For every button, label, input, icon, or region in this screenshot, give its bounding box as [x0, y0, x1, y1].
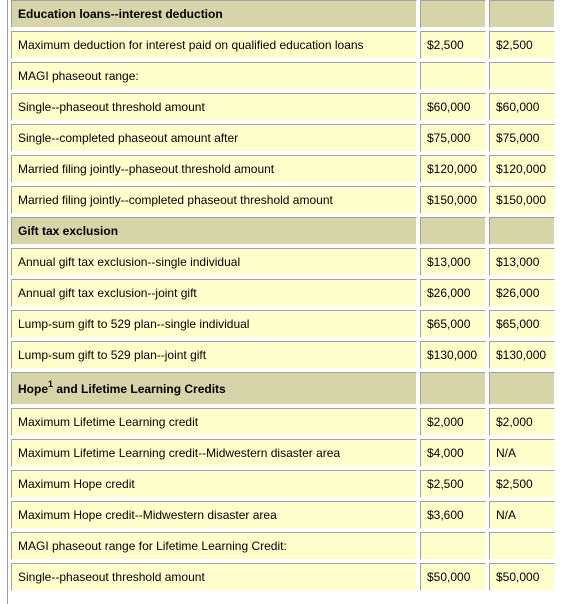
tax-figures-table [8, 0, 558, 594]
row-value-col1: $60,000 [420, 93, 486, 121]
row-value-col2: $150,000 [489, 186, 555, 214]
table-row [11, 279, 555, 307]
table-row [11, 563, 555, 591]
row-label: Single--phaseout threshold amount [11, 93, 417, 121]
header-cell-blank [420, 0, 486, 28]
row-value-col2: $2,500 [489, 31, 555, 59]
row-value-col2: $130,000 [489, 341, 555, 369]
row-value-col2: N/A [489, 439, 555, 467]
row-label: Single--completed phaseout amount after [11, 124, 417, 152]
row-value-col1: $3,600 [420, 501, 486, 529]
table-row [11, 532, 555, 560]
section-title-text: Hope [18, 381, 48, 396]
row-label: Annual gift tax exclusion--single individual [11, 248, 417, 276]
row-value-col1: $4,000 [420, 439, 486, 467]
table-row [11, 470, 555, 498]
section-title: Gift tax exclusion [11, 217, 417, 245]
header-cell-blank [420, 372, 486, 405]
section-title: Education loans--interest deduction [11, 0, 417, 28]
row-value-col1: $2,500 [420, 31, 486, 59]
row-label: Annual gift tax exclusion--joint gift [11, 279, 417, 307]
row-value-col2: $120,000 [489, 155, 555, 183]
table-row [11, 124, 555, 152]
row-value-col1: $26,000 [420, 279, 486, 307]
row-value-col1: $50,000 [420, 563, 486, 591]
row-label: MAGI phaseout range for Lifetime Learning Credit: [11, 532, 417, 560]
header-cell-blank [420, 217, 486, 245]
row-value-col2: $50,000 [489, 563, 555, 591]
row-label: Maximum deduction for interest paid on qualified education loans [11, 31, 417, 59]
row-label: MAGI phaseout range: [11, 62, 417, 90]
row-value-col2: $75,000 [489, 124, 555, 152]
row-value-col2: N/A [489, 501, 555, 529]
row-value-col1: $2,000 [420, 408, 486, 436]
header-cell-blank [489, 372, 555, 405]
table-row [11, 248, 555, 276]
table-row [11, 310, 555, 338]
header-cell-blank [489, 0, 555, 28]
row-value-col1: $75,000 [420, 124, 486, 152]
row-label: Maximum Hope credit [11, 470, 417, 498]
row-label: Single--phaseout threshold amount [11, 563, 417, 591]
row-value-col1 [420, 62, 486, 90]
table-row [11, 341, 555, 369]
section-header [11, 372, 555, 405]
table-row [11, 31, 555, 59]
row-value-col2 [489, 532, 555, 560]
table-row [11, 93, 555, 121]
row-value-col1: $150,000 [420, 186, 486, 214]
row-label: Married filing jointly--phaseout threshold amount [11, 155, 417, 183]
row-value-col1: $65,000 [420, 310, 486, 338]
row-value-col2: $2,000 [489, 408, 555, 436]
row-value-col1: $13,000 [420, 248, 486, 276]
row-value-col2: $13,000 [489, 248, 555, 276]
row-value-col1: $2,500 [420, 470, 486, 498]
row-value-col2: $26,000 [489, 279, 555, 307]
row-value-col2: $60,000 [489, 93, 555, 121]
table-row [11, 186, 555, 214]
table-row [11, 62, 555, 90]
row-value-col2: $2,500 [489, 470, 555, 498]
row-value-col1 [420, 532, 486, 560]
section-title-rest: and Lifetime Learning Credits [53, 381, 226, 396]
table-row [11, 155, 555, 183]
row-label: Maximum Lifetime Learning credit [11, 408, 417, 436]
row-value-col1: $120,000 [420, 155, 486, 183]
row-label: Maximum Hope credit--Midwestern disaster area [11, 501, 417, 529]
section-title [11, 372, 417, 405]
row-label: Maximum Lifetime Learning credit--Midwestern disaster area [11, 439, 417, 467]
table-row [11, 439, 555, 467]
row-label: Married filing jointly--completed phaseout threshold amount [11, 186, 417, 214]
section-header [11, 217, 555, 245]
row-label: Lump-sum gift to 529 plan--joint gift [11, 341, 417, 369]
table-row [11, 501, 555, 529]
header-cell-blank [489, 217, 555, 245]
table-row [11, 408, 555, 436]
row-value-col2 [489, 62, 555, 90]
section-header [11, 0, 555, 28]
footnote-marker: 1 [48, 378, 54, 389]
row-label: Lump-sum gift to 529 plan--single individual [11, 310, 417, 338]
row-value-col2: $65,000 [489, 310, 555, 338]
row-value-col1: $130,000 [420, 341, 486, 369]
